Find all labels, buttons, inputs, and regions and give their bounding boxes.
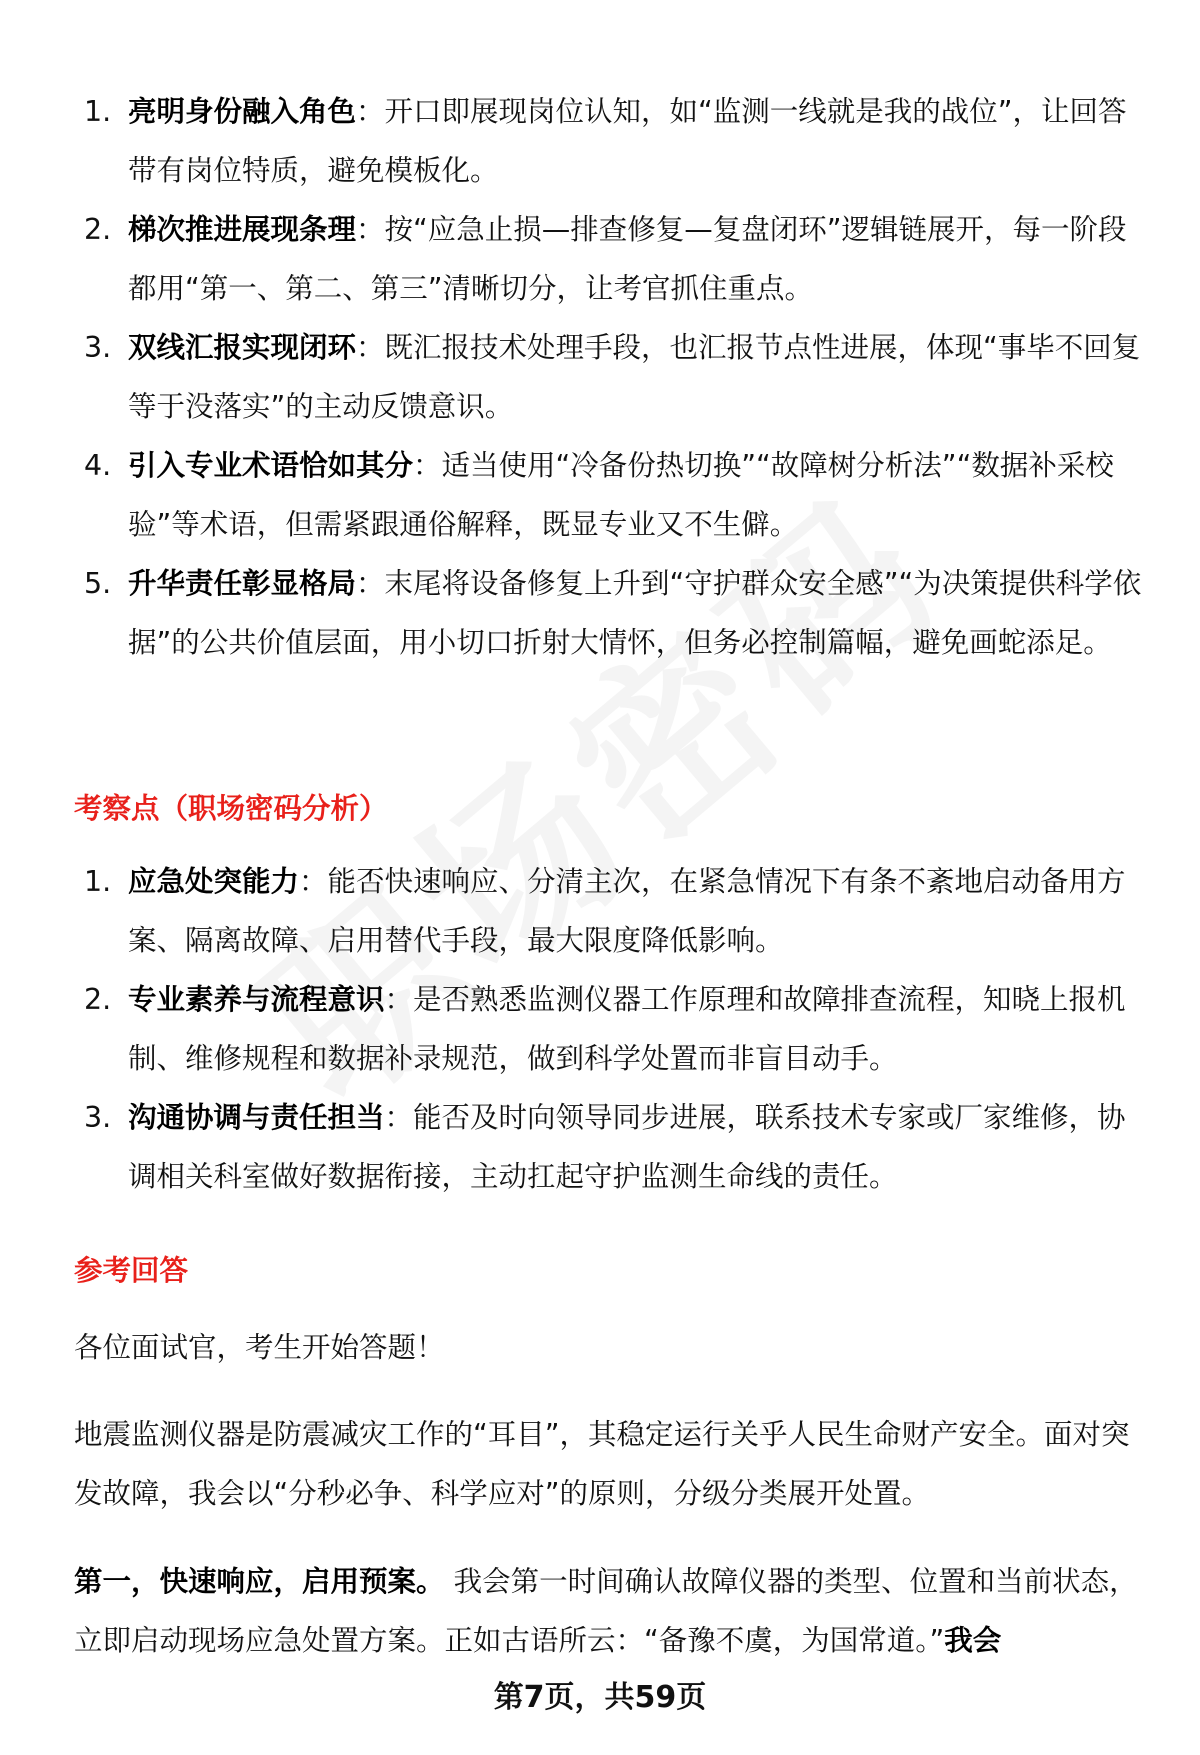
item-title: 沟通协调与责任担当 [128, 1101, 385, 1134]
item-title: 双线汇报实现闭环 [128, 331, 357, 364]
page-number: 第7页，共59页 [493, 1680, 707, 1715]
item-title: 升华责任彰显格局 [128, 567, 357, 600]
points-list [74, 852, 1144, 1206]
list-item [74, 200, 1144, 318]
item-number: 4. [84, 449, 112, 482]
item-text: ：开口即展现岗位认知，如“监测一线就是我的战位”，让回答带有岗位特质，避免模板化。 [128, 95, 1127, 187]
item-text: ：末尾将设备修复上升到“守护群众安全感”“为决策提供科学依据”的公共价值层面，用小切口折射大情怀，但务必控制篇幅，避免画蛇添足。 [128, 567, 1142, 659]
tips-list [74, 82, 1144, 672]
item-text: ：能否快速响应、分清主次，在紧急情况下有条不紊地启动备用方案、隔离故障、启用替代手段，最大限度降低影响。 [128, 865, 1126, 957]
item-text: ：既汇报技术处理手段，也汇报节点性进展，体现“事毕不回复等于没落实”的主动反馈意识。 [128, 331, 1141, 423]
list-item [74, 852, 1144, 970]
answer-greeting: 各位面试官，考生开始答题！ [74, 1331, 445, 1364]
item-title: 梯次推进展现条理 [128, 213, 357, 246]
answer-first-text: 我会第一时间确认故障仪器的类型、位置和当前状态，立即启动现场应急处置方案。正如古语所云：“备豫不虞，为国常道。” [74, 1565, 1138, 1657]
item-title: 亮明身份融入角色 [128, 95, 357, 128]
list-item [74, 436, 1144, 554]
item-title: 引入专业术语恰如其分 [128, 449, 414, 482]
item-text: ：按“应急止损—排查修复—复盘闭环”逻辑链展开，每一阶段都用“第一、第二、第三”清晰切分，让考官抓住重点。 [128, 213, 1127, 305]
item-text: ：是否熟悉监测仪器工作原理和故障排查流程，知晓上报机制、维修规程和数据补录规范，做到科学处置而非盲目动手。 [128, 983, 1126, 1075]
answer-intro: 地震监测仪器是防震减灾工作的“耳目”，其稳定运行关乎人民生命财产安全。面对突发故障，我会以“分秒必争、科学应对”的原则，分级分类展开处置。 [74, 1418, 1130, 1510]
item-text: ：适当使用“冷备份热切换”“故障树分析法”“数据补采校验”等术语，但需紧跟通俗解释，既显专业又不生僻。 [128, 449, 1114, 541]
answer-first-paragraph [74, 1552, 1144, 1670]
item-title: 专业素养与流程意识 [128, 983, 385, 1016]
item-number: 3. [84, 1101, 112, 1134]
item-number: 3. [84, 331, 112, 364]
answer-first-lead: 第一，快速响应，启用预案。 [74, 1565, 445, 1598]
list-item [74, 1088, 1144, 1206]
answer-first-tail: 我会 [944, 1624, 1002, 1657]
list-item [74, 82, 1144, 200]
item-number: 2. [84, 213, 112, 246]
section-heading-points: 考察点（职场密码分析） [74, 792, 388, 825]
item-title: 应急处突能力 [128, 865, 300, 898]
list-item [74, 318, 1144, 436]
item-number: 2. [84, 983, 112, 1016]
list-item [74, 554, 1144, 672]
item-number: 1. [84, 865, 112, 898]
item-text: ：能否及时向领导同步进展，联系技术专家或厂家维修，协调相关科室做好数据衔接，主动扛起守护监测生命线的责任。 [128, 1101, 1126, 1193]
list-item [74, 970, 1144, 1088]
item-number: 1. [84, 95, 112, 128]
item-number: 5. [84, 567, 112, 600]
section-heading-answer: 参考回答 [74, 1254, 189, 1287]
